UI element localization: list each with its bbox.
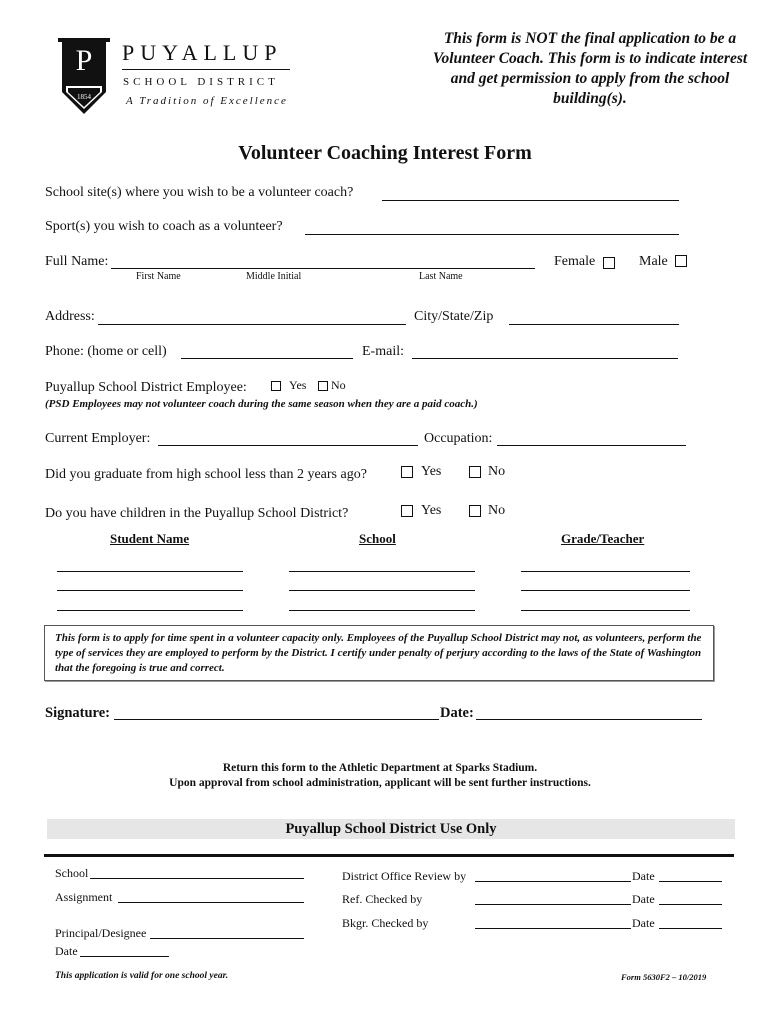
full-name-field[interactable]: [111, 268, 535, 269]
children-label: Do you have children in the Puyallup School District?: [45, 506, 349, 521]
du-office-review-date-label: Date: [632, 869, 655, 883]
du-ref-checked-date-field[interactable]: [659, 904, 722, 905]
school-sites-label: School site(s) where you wish to be a volunteer coach?: [45, 185, 354, 200]
signature-date-field[interactable]: [476, 719, 702, 720]
city-state-zip-label: City/State/Zip: [414, 309, 494, 324]
logo-letter: P: [75, 44, 93, 77]
occupation-label: Occupation:: [424, 431, 493, 446]
sports-label: Sport(s) you wish to coach as a volunteer?: [45, 219, 283, 234]
email-label: E-mail:: [362, 344, 404, 359]
du-school-label: School: [55, 866, 89, 880]
notice-text: This form is NOT the final application to be a Volunteer Coach. This form is to indicate interest and get permission to apply from the school building(s).: [432, 30, 748, 107]
signature-label: Signature:: [45, 705, 110, 721]
female-checkbox[interactable]: [603, 257, 615, 269]
form-title: Volunteer Coaching Interest Form: [238, 142, 532, 164]
grade-teacher-field-3[interactable]: [521, 610, 690, 611]
du-ref-checked-field[interactable]: [475, 904, 631, 905]
male-label: Male: [639, 254, 668, 269]
school-field-3[interactable]: [289, 610, 475, 611]
du-bkgr-checked-field[interactable]: [475, 928, 631, 929]
du-ref-checked-label: Ref. Checked by: [342, 892, 423, 906]
employee-no-checkbox[interactable]: [318, 381, 328, 391]
graduated-no-label: No: [488, 464, 506, 479]
occupation-field[interactable]: [497, 445, 686, 446]
du-school-field[interactable]: [90, 878, 304, 879]
employee-yes-label: Yes: [289, 378, 307, 392]
children-yes-checkbox[interactable]: [401, 505, 413, 517]
student-name-field-2[interactable]: [57, 590, 243, 591]
graduated-label: Did you graduate from high school less than 2 years ago?: [45, 467, 367, 482]
district-use-rule: [44, 854, 734, 857]
du-assignment-field[interactable]: [118, 902, 304, 903]
du-principal-field[interactable]: [150, 938, 304, 939]
address-label: Address:: [45, 309, 95, 324]
email-field[interactable]: [412, 358, 678, 359]
phone-label: Phone: (home or cell): [45, 344, 167, 359]
district-logo: [56, 36, 296, 116]
student-name-field-3[interactable]: [57, 610, 243, 611]
district-use-heading: Puyallup School District Use Only: [47, 819, 735, 839]
grade-teacher-field-2[interactable]: [521, 590, 690, 591]
children-no-label: No: [488, 503, 506, 518]
employee-note: (PSD Employees may not volunteer coach during the same season when they are a paid coach.): [45, 398, 478, 410]
school-sites-field[interactable]: [382, 200, 679, 201]
female-label: Female: [554, 254, 596, 269]
employee-yes-checkbox[interactable]: [271, 381, 281, 391]
form-number: Form 5630F2 – 10/2019: [621, 972, 707, 982]
graduated-yes-checkbox[interactable]: [401, 466, 413, 478]
employee-label: Puyallup School District Employee:: [45, 380, 247, 395]
student-name-header: Student Name: [110, 531, 190, 546]
logo-year: 1854: [77, 93, 91, 101]
signature-date-label: Date:: [440, 705, 474, 721]
du-office-review-date-field[interactable]: [659, 881, 722, 882]
du-principal-label: Principal/Designee: [55, 926, 147, 940]
current-employer-label: Current Employer:: [45, 431, 151, 446]
first-name-caption: First Name: [136, 271, 181, 282]
return-line-1: Return this form to the Athletic Department at Sparks Stadium.: [222, 762, 538, 774]
city-state-zip-field[interactable]: [509, 324, 679, 325]
employee-no-label: No: [331, 378, 346, 392]
du-assignment-label: Assignment: [55, 890, 113, 904]
school-field-1[interactable]: [289, 571, 475, 572]
validity-note: This application is valid for one school year.: [55, 971, 229, 981]
grade-teacher-header: Grade/Teacher: [561, 531, 645, 546]
du-principal-date-field[interactable]: [80, 956, 169, 957]
sports-field[interactable]: [305, 234, 679, 235]
school-field-2[interactable]: [289, 590, 475, 591]
du-office-review-label: District Office Review by: [342, 869, 467, 883]
children-no-checkbox[interactable]: [469, 505, 481, 517]
address-field[interactable]: [98, 324, 406, 325]
graduated-yes-label: Yes: [421, 464, 442, 479]
school-header: School: [359, 531, 396, 546]
children-yes-label: Yes: [421, 503, 442, 518]
du-office-review-field[interactable]: [475, 881, 631, 882]
logo-divider: [122, 69, 290, 70]
middle-initial-caption: Middle Initial: [246, 271, 302, 282]
male-checkbox[interactable]: [675, 255, 687, 267]
logo-tagline: A Tradition of Excellence: [126, 95, 288, 107]
phone-field[interactable]: [181, 358, 353, 359]
graduated-no-checkbox[interactable]: [469, 466, 481, 478]
logo-name: PUYALLUP: [122, 40, 283, 65]
du-ref-checked-date-label: Date: [632, 892, 655, 906]
du-principal-date-label: Date: [55, 944, 78, 958]
return-line-2: Upon approval from school administration, applicant will be sent further instructions.: [169, 777, 591, 789]
full-name-label: Full Name:: [45, 254, 109, 269]
logo-sub: SCHOOL DISTRICT: [123, 76, 279, 88]
signature-field[interactable]: [114, 719, 439, 720]
certification-box: This form is to apply for time spent in a volunteer capacity only. Employees of the Puyallup School District may not, as volunteers, perform the type of services they are employed to perform by the District. I certify under penalty of perjury according to the laws of the State of Washington that the foregoing is true and correct.: [44, 625, 714, 681]
current-employer-field[interactable]: [158, 445, 418, 446]
last-name-caption: Last Name: [419, 271, 463, 282]
du-bkgr-checked-label: Bkgr. Checked by: [342, 916, 429, 930]
du-bkgr-checked-date-label: Date: [632, 916, 655, 930]
du-bkgr-checked-date-field[interactable]: [659, 928, 722, 929]
grade-teacher-field-1[interactable]: [521, 571, 690, 572]
student-name-field-1[interactable]: [57, 571, 243, 572]
